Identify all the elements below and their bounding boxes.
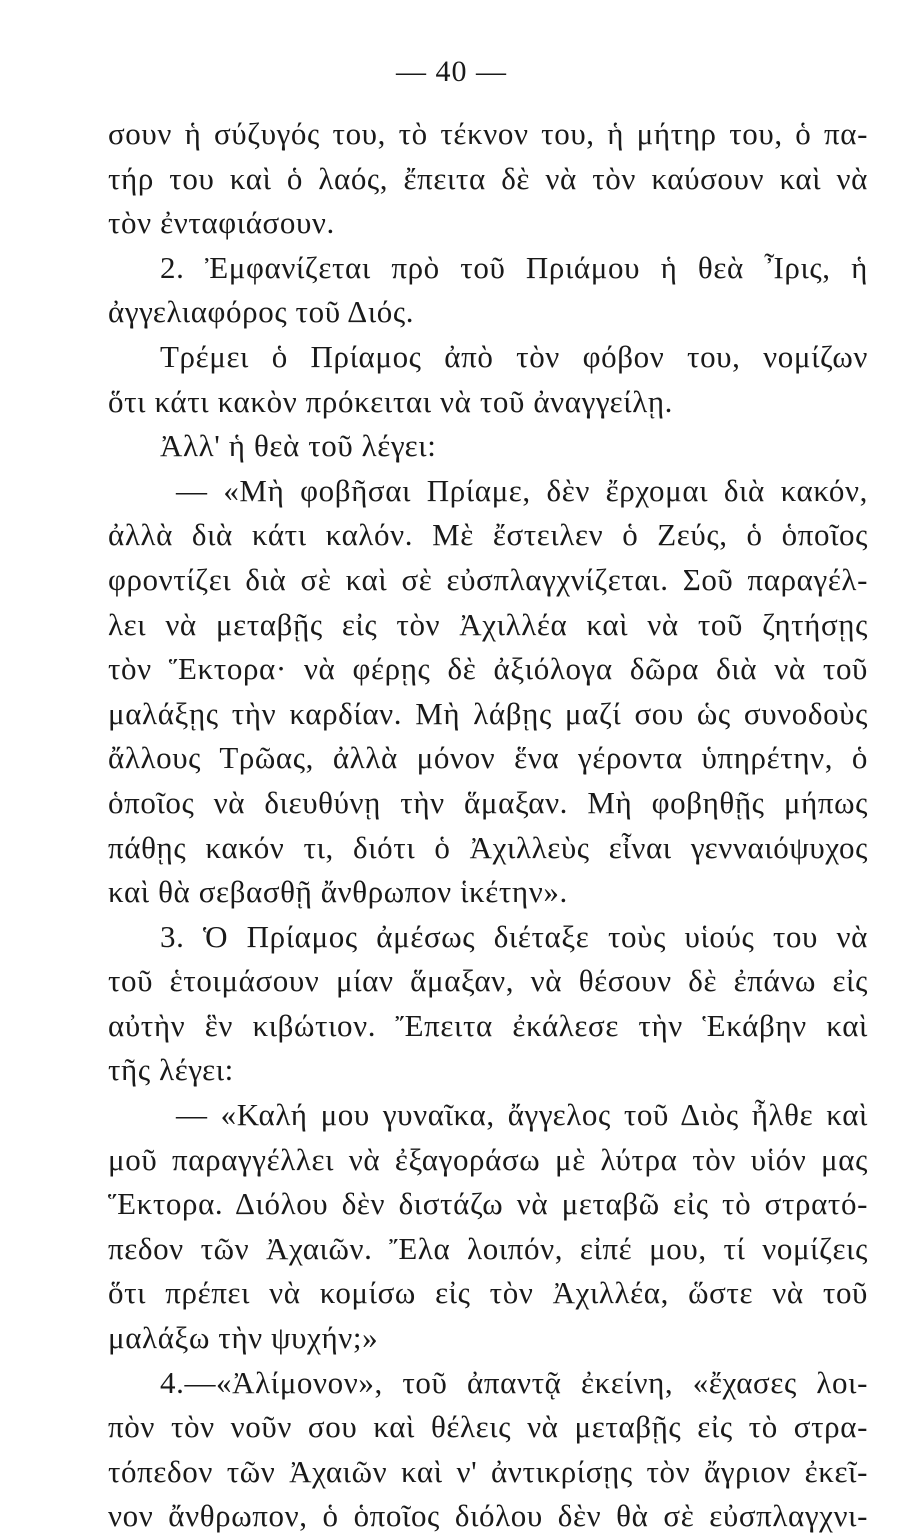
text-line: τήρ του καὶ ὁ λαός, ἔπειτα δὲ νὰ τὸν καύσουν καὶ νὰ	[108, 160, 868, 196]
text-line: πεδον τῶν Ἀχαιῶν. Ἔλα λοιπόν, εἰπέ μου, τί νομίζεις	[108, 1230, 868, 1266]
text-line: ἀγγελιαφόρος τοῦ Διός.	[108, 294, 415, 330]
text-line: αὐτὴν ἓν κιβώτιον. Ἔπειτα ἐκάλεσε τὴν Ἑκάβην καὶ	[108, 1007, 868, 1043]
text-line: τὸν Ἕκτορα· νὰ φέρῃς δὲ ἀξιόλογα δῶρα διὰ νὰ τοῦ	[108, 651, 868, 687]
text-line: ὅτι κάτι κακὸν πρόκειται νὰ τοῦ ἀναγγείλῃ.	[108, 383, 674, 419]
text-line: ὁποῖος νὰ διευθύνῃ τὴν ἅμαξαν. Μὴ φοβηθῇς μήπως	[108, 784, 868, 820]
text-line: Ἕκτορα. Διόλου δὲν διστάζω νὰ μεταβῶ εἰς τὸ στρατό-	[108, 1186, 868, 1222]
text-line: τῆς λέγει:	[108, 1052, 234, 1088]
text-line: μαλάξῃς τὴν καρδίαν. Μὴ λάβῃς μαζί σου ὡς συνοδοὺς	[108, 695, 868, 731]
text-line: Τρέμει ὁ Πρίαμος ἀπὸ τὸν φόβον του, νομίζων	[160, 338, 868, 374]
text-line: πάθῃς κακόν τι, διότι ὁ Ἀχιλλεὺς εἶναι γενναιόψυχος	[108, 829, 868, 865]
text-line: ὅτι πρέπει νὰ κομίσω εἰς τὸν Ἀχιλλέα, ὥστε νὰ τοῦ	[108, 1275, 868, 1311]
page-number: — 40 —	[396, 55, 507, 88]
text-line: τόπεδον τῶν Ἀχαιῶν καὶ ν' ἀντικρίσῃς τὸν ἄγριον ἐκεῖ-	[108, 1453, 868, 1489]
text-line: ἀλλὰ διὰ κάτι καλόν. Μὲ ἔστειλεν ὁ Ζεύς, ὁ ὁποῖος	[108, 517, 868, 553]
text-line: πὸν τὸν νοῦν σου καὶ θέλεις νὰ μεταβῇς εἰς τὸ στρα-	[108, 1409, 868, 1445]
text-line: — «Μὴ φοβῆσαι Πρίαμε, δὲν ἔρχομαι διὰ κακόν,	[176, 472, 868, 508]
text-line: τοῦ ἑτοιμάσουν μίαν ἅμαξαν, νὰ θέσουν δὲ ἐπάνω εἰς	[108, 963, 868, 999]
body-text	[108, 112, 868, 1539]
text-line: νον ἄνθρωπον, ὁ ὁποῖος διόλου δὲν θὰ σὲ εὐσπλαγχνι-	[108, 1498, 868, 1534]
text-line: Ἀλλ' ἡ θεὰ τοῦ λέγει:	[160, 428, 437, 464]
text-line: μαλάξω τὴν ψυχήν;»	[108, 1320, 379, 1356]
text-line: 2. Ἐμφανίζεται πρὸ τοῦ Πριάμου ἡ θεὰ Ἶρις, ἡ	[160, 249, 868, 285]
text-line: σουν ἡ σύζυγός του, τὸ τέκνον του, ἡ μήτηρ του, ὁ πα-	[108, 116, 868, 151]
text-line: 4.—«Ἀλίμονον», τοῦ ἀπαντᾷ ἐκείνη, «ἔχασες λοι-	[160, 1364, 868, 1400]
text-line: 3. Ὁ Πρίαμος ἀμέσως διέταξε τοὺς υἱούς του νὰ	[160, 918, 868, 954]
text-line: καὶ θὰ σεβασθῇ ἄνθρωπον ἱκέτην».	[108, 874, 568, 910]
text-line: ἄλλους Τρῶας, ἀλλὰ μόνον ἕνα γέροντα ὑπηρέτην, ὁ	[108, 740, 868, 776]
text-line: τὸν ἐνταφιάσουν.	[108, 205, 335, 241]
text-line: φροντίζει διὰ σὲ καὶ σὲ εὐσπλαγχνίζεται. Σοῦ παραγέλ-	[108, 561, 868, 597]
text-line: λει νὰ μεταβῇς εἰς τὸν Ἀχιλλέα καὶ νὰ τοῦ ζητήσῃς	[108, 606, 868, 642]
text-line: μοῦ παραγγέλλει νὰ ἐξαγοράσω μὲ λύτρα τὸν υἱόν μας	[108, 1141, 868, 1177]
text-line: — «Καλή μου γυναῖκα, ἄγγελος τοῦ Διὸς ἦλθε καὶ	[176, 1097, 868, 1133]
